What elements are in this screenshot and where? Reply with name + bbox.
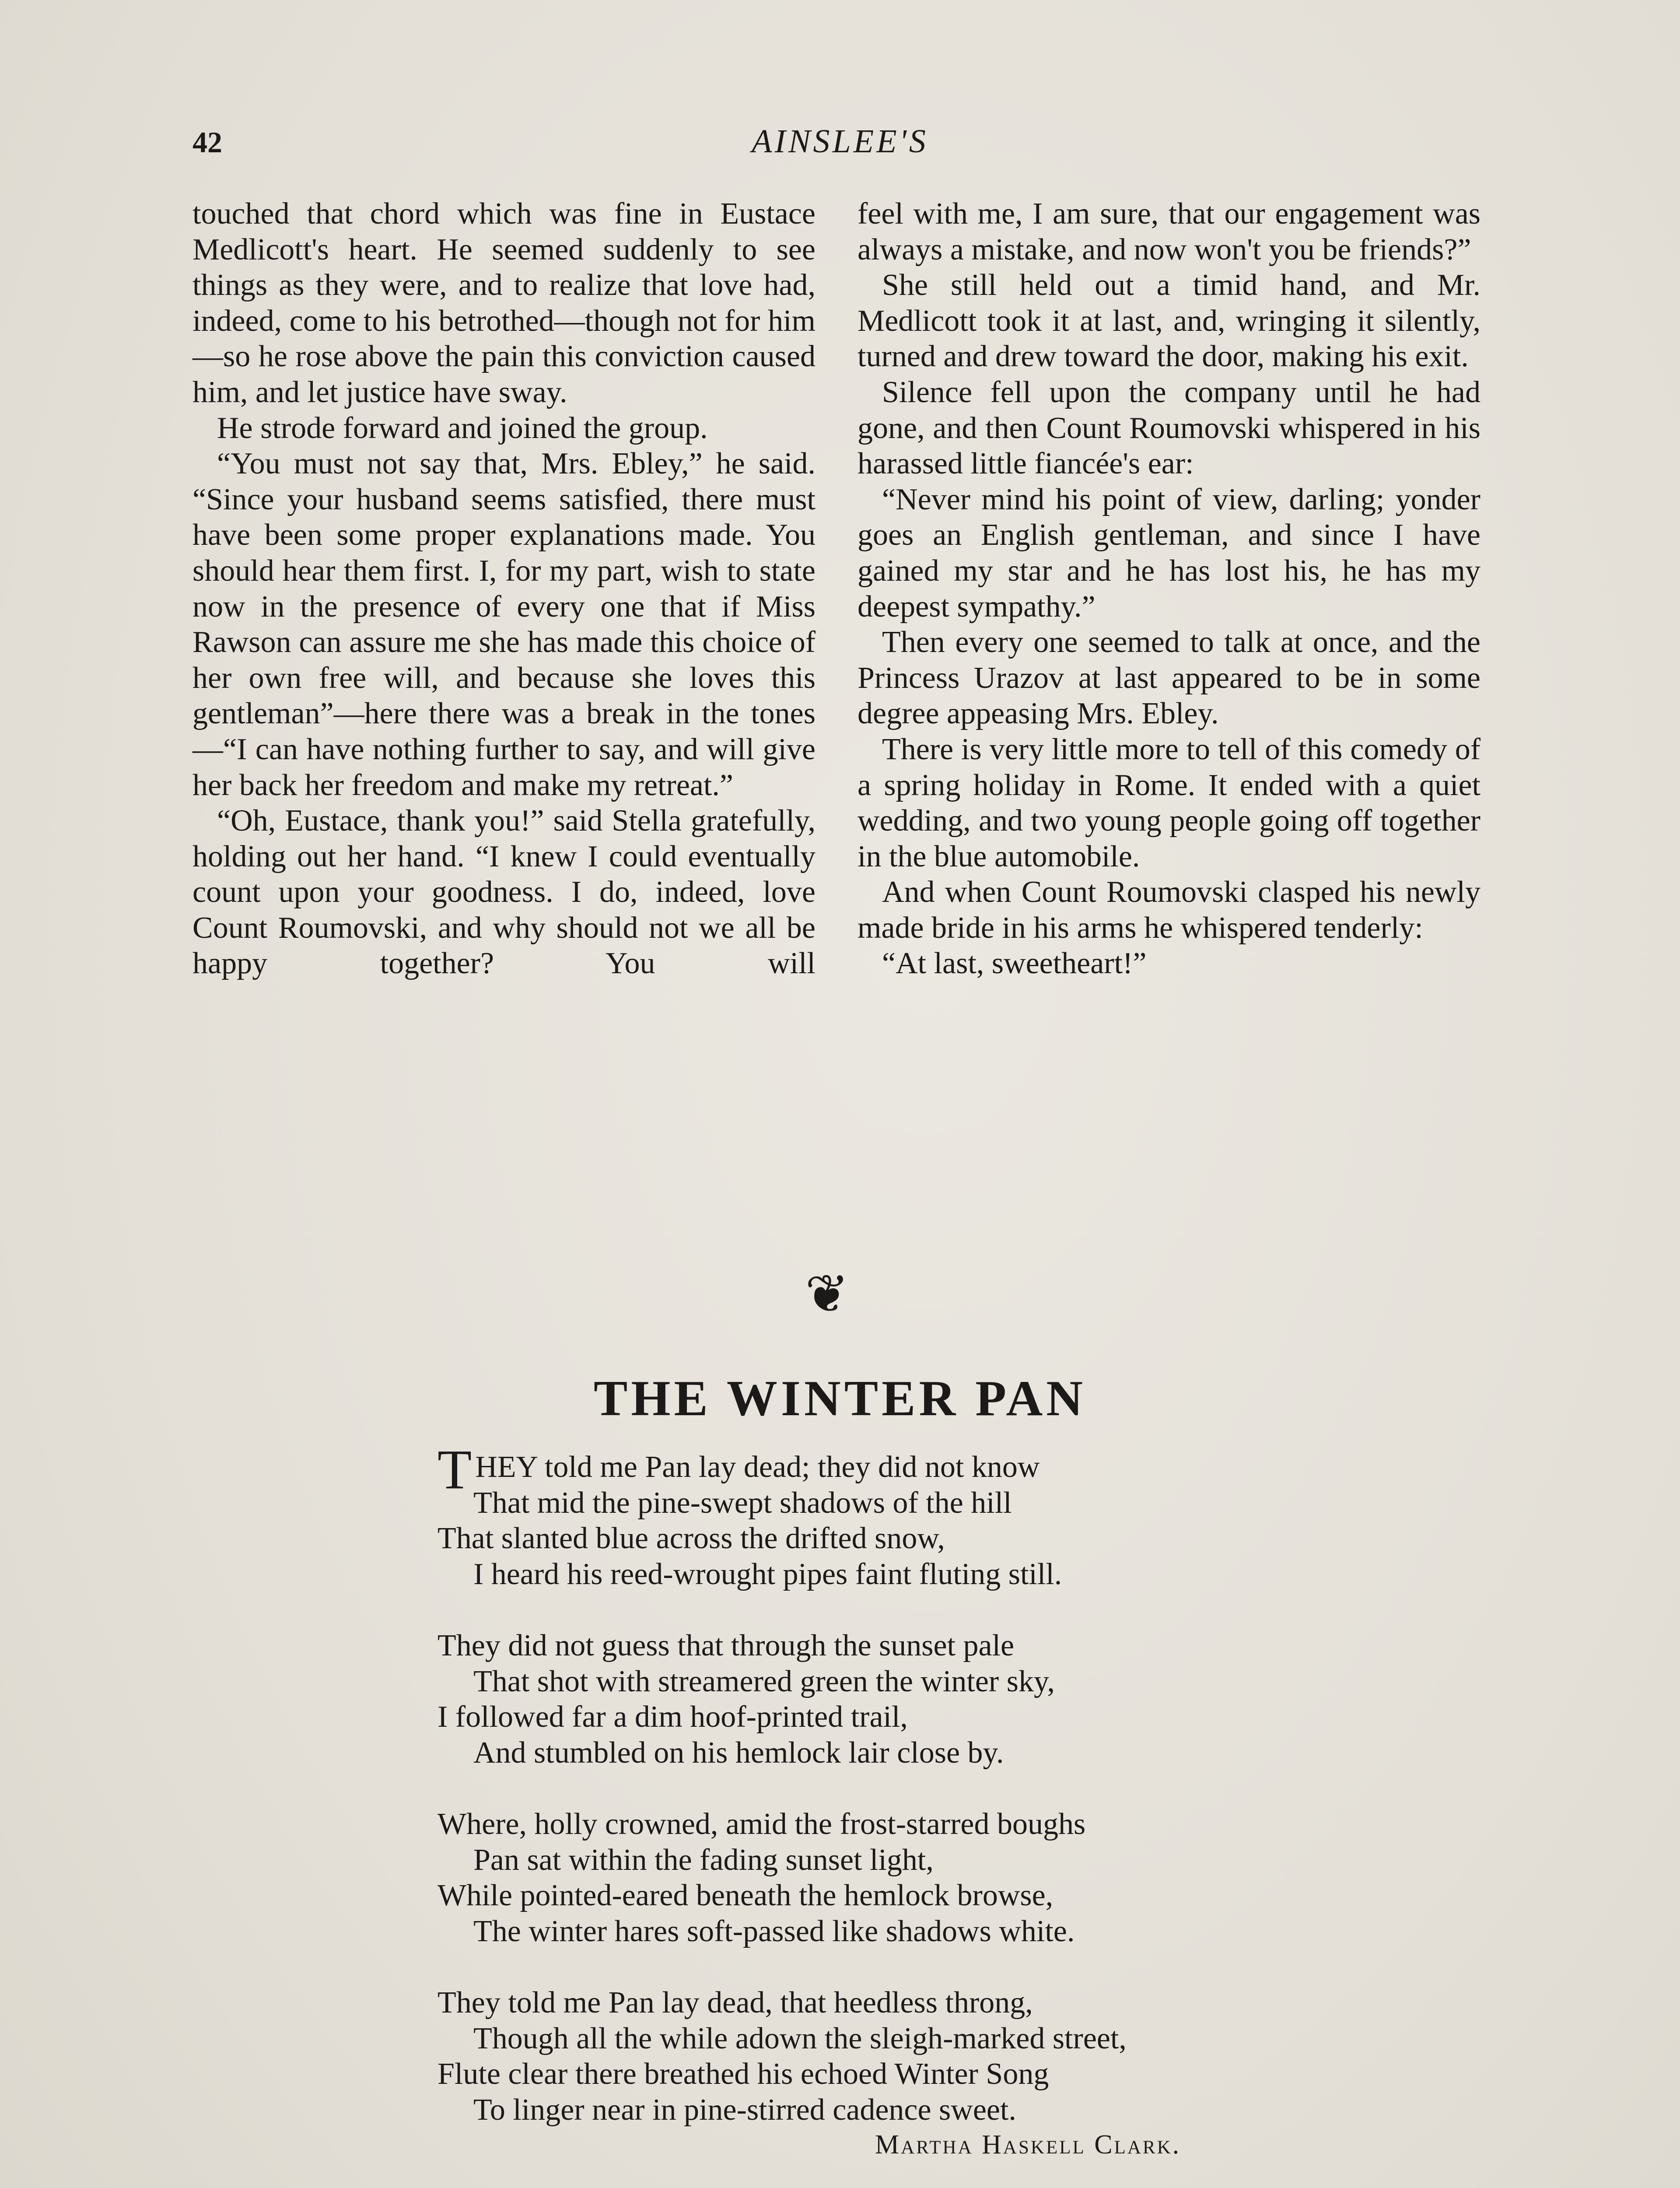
poem-line: Where, holly crowned, amid the frost-starred boughs (438, 1807, 1086, 1841)
paragraph: feel with me, I am sure, that our engagement was always a mistake, and now won't you be friends?” (858, 197, 1480, 266)
running-header: AINSLEE'S (752, 123, 928, 160)
poem-author: Martha Haskell Clark. (875, 2130, 1181, 2160)
paragraph: “Oh, Eustace, thank you!” said Stella gratefully, holding out her hand. “I knew I could eventually count upon your goodness. I do, indeed, love Count Roumovski, and why should not we all be happy together? You will (192, 804, 816, 981)
poem-line-text: HEY told me Pan lay dead; they did not know (475, 1450, 1040, 1484)
stanza (438, 1438, 1356, 1592)
page-number: 42 (192, 126, 222, 159)
poem-line: They told me Pan lay dead, that heedless throng, (438, 1985, 1033, 2020)
paragraph: touched that chord which was fine in Eustace Medlicott's heart. He seemed suddenly to see things as they were, and to realize that love had, indeed, come to his betrothed—though not for him—so he rose above the pain this conviction caused him, and let justice have sway. (192, 197, 816, 409)
paragraph: “Never mind his point of view, darling; yonder goes an English gentleman, and since I have gained my star and he has lost his, he has my deepest sympathy.” (858, 482, 1480, 624)
poem-title: THE WINTER PAN (593, 1371, 1087, 1427)
poem-line: I followed far a dim hoof-printed trail, (438, 1700, 908, 1734)
paragraph: There is very little more to tell of this comedy of a spring holiday in Rome. It ended with a quiet wedding, and two young people going off together in the blue automobile. (858, 732, 1480, 873)
poem-line (438, 1438, 1356, 1501)
poem-line: And stumbled on his hemlock lair close by. (473, 1736, 1004, 1770)
poem-line: Pan sat within the fading sunset light, (473, 1843, 934, 1877)
paragraph: Then every one seemed to talk at once, and the Princess Urazov at last appeared to be in some degree appeasing Mrs. Ebley. (858, 625, 1480, 731)
poem-line: I heard his reed-wrought pipes faint fluting still. (473, 1557, 1062, 1591)
paragraph: Silence fell upon the company until he had gone, and then Count Roumovski whispered in his harassed little fiancée's ear: (858, 375, 1480, 481)
stanza (438, 1806, 1356, 1949)
poem-line: The winter hares soft-passed like shadows white. (473, 1914, 1075, 1948)
poem-line: That mid the pine-swept shadows of the hill (473, 1486, 1012, 1520)
poem-line: While pointed-eared beneath the hemlock browse, (438, 1879, 1054, 1913)
right-column (858, 196, 1480, 982)
paragraph: And when Count Roumovski clasped his newly made bride in his arms he whispered tenderly: (858, 875, 1480, 945)
left-column (192, 196, 816, 982)
stanza (438, 1985, 1356, 2128)
poem-line: To linger near in pine-stirred cadence sweet. (473, 2093, 1016, 2127)
stanza (438, 1628, 1356, 1771)
paragraph: He strode forward and joined the group. (217, 411, 708, 445)
poem-line: That slanted blue across the drifted snow, (438, 1522, 945, 1556)
paragraph: “At last, sweetheart!” (882, 947, 1147, 981)
poem-body (438, 1438, 1356, 2163)
poem-line: Flute clear there breathed his echoed Winter Song (438, 2057, 1049, 2091)
poem-line: They did not guess that through the sunset pale (438, 1628, 1015, 1662)
ornament-icon: ❦ (805, 1265, 849, 1323)
paragraph: “You must not say that, Mrs. Ebley,” he said. “Since your husband seems satisfied, there must have been some proper explanations made. You should hear them first. I, for my part, wish to state now in the presence of every one that if Miss Rawson can assure me she has made this choice of her own free will, and because she loves this gentleman”—here there was a break in the tones—“I can have nothing further to say, and will give her back her freedom and make my retreat.” (192, 447, 816, 802)
paragraph: She still held out a timid hand, and Mr. Medlicott took it at last, and, wringing it silently, turned and drew toward the door, making his exit. (858, 268, 1480, 374)
poem-line: Though all the while adown the sleigh-marked street, (473, 2021, 1127, 2055)
poem-line: That shot with streamered green the winter sky, (473, 1664, 1055, 1698)
drop-cap: T (438, 1438, 472, 1501)
